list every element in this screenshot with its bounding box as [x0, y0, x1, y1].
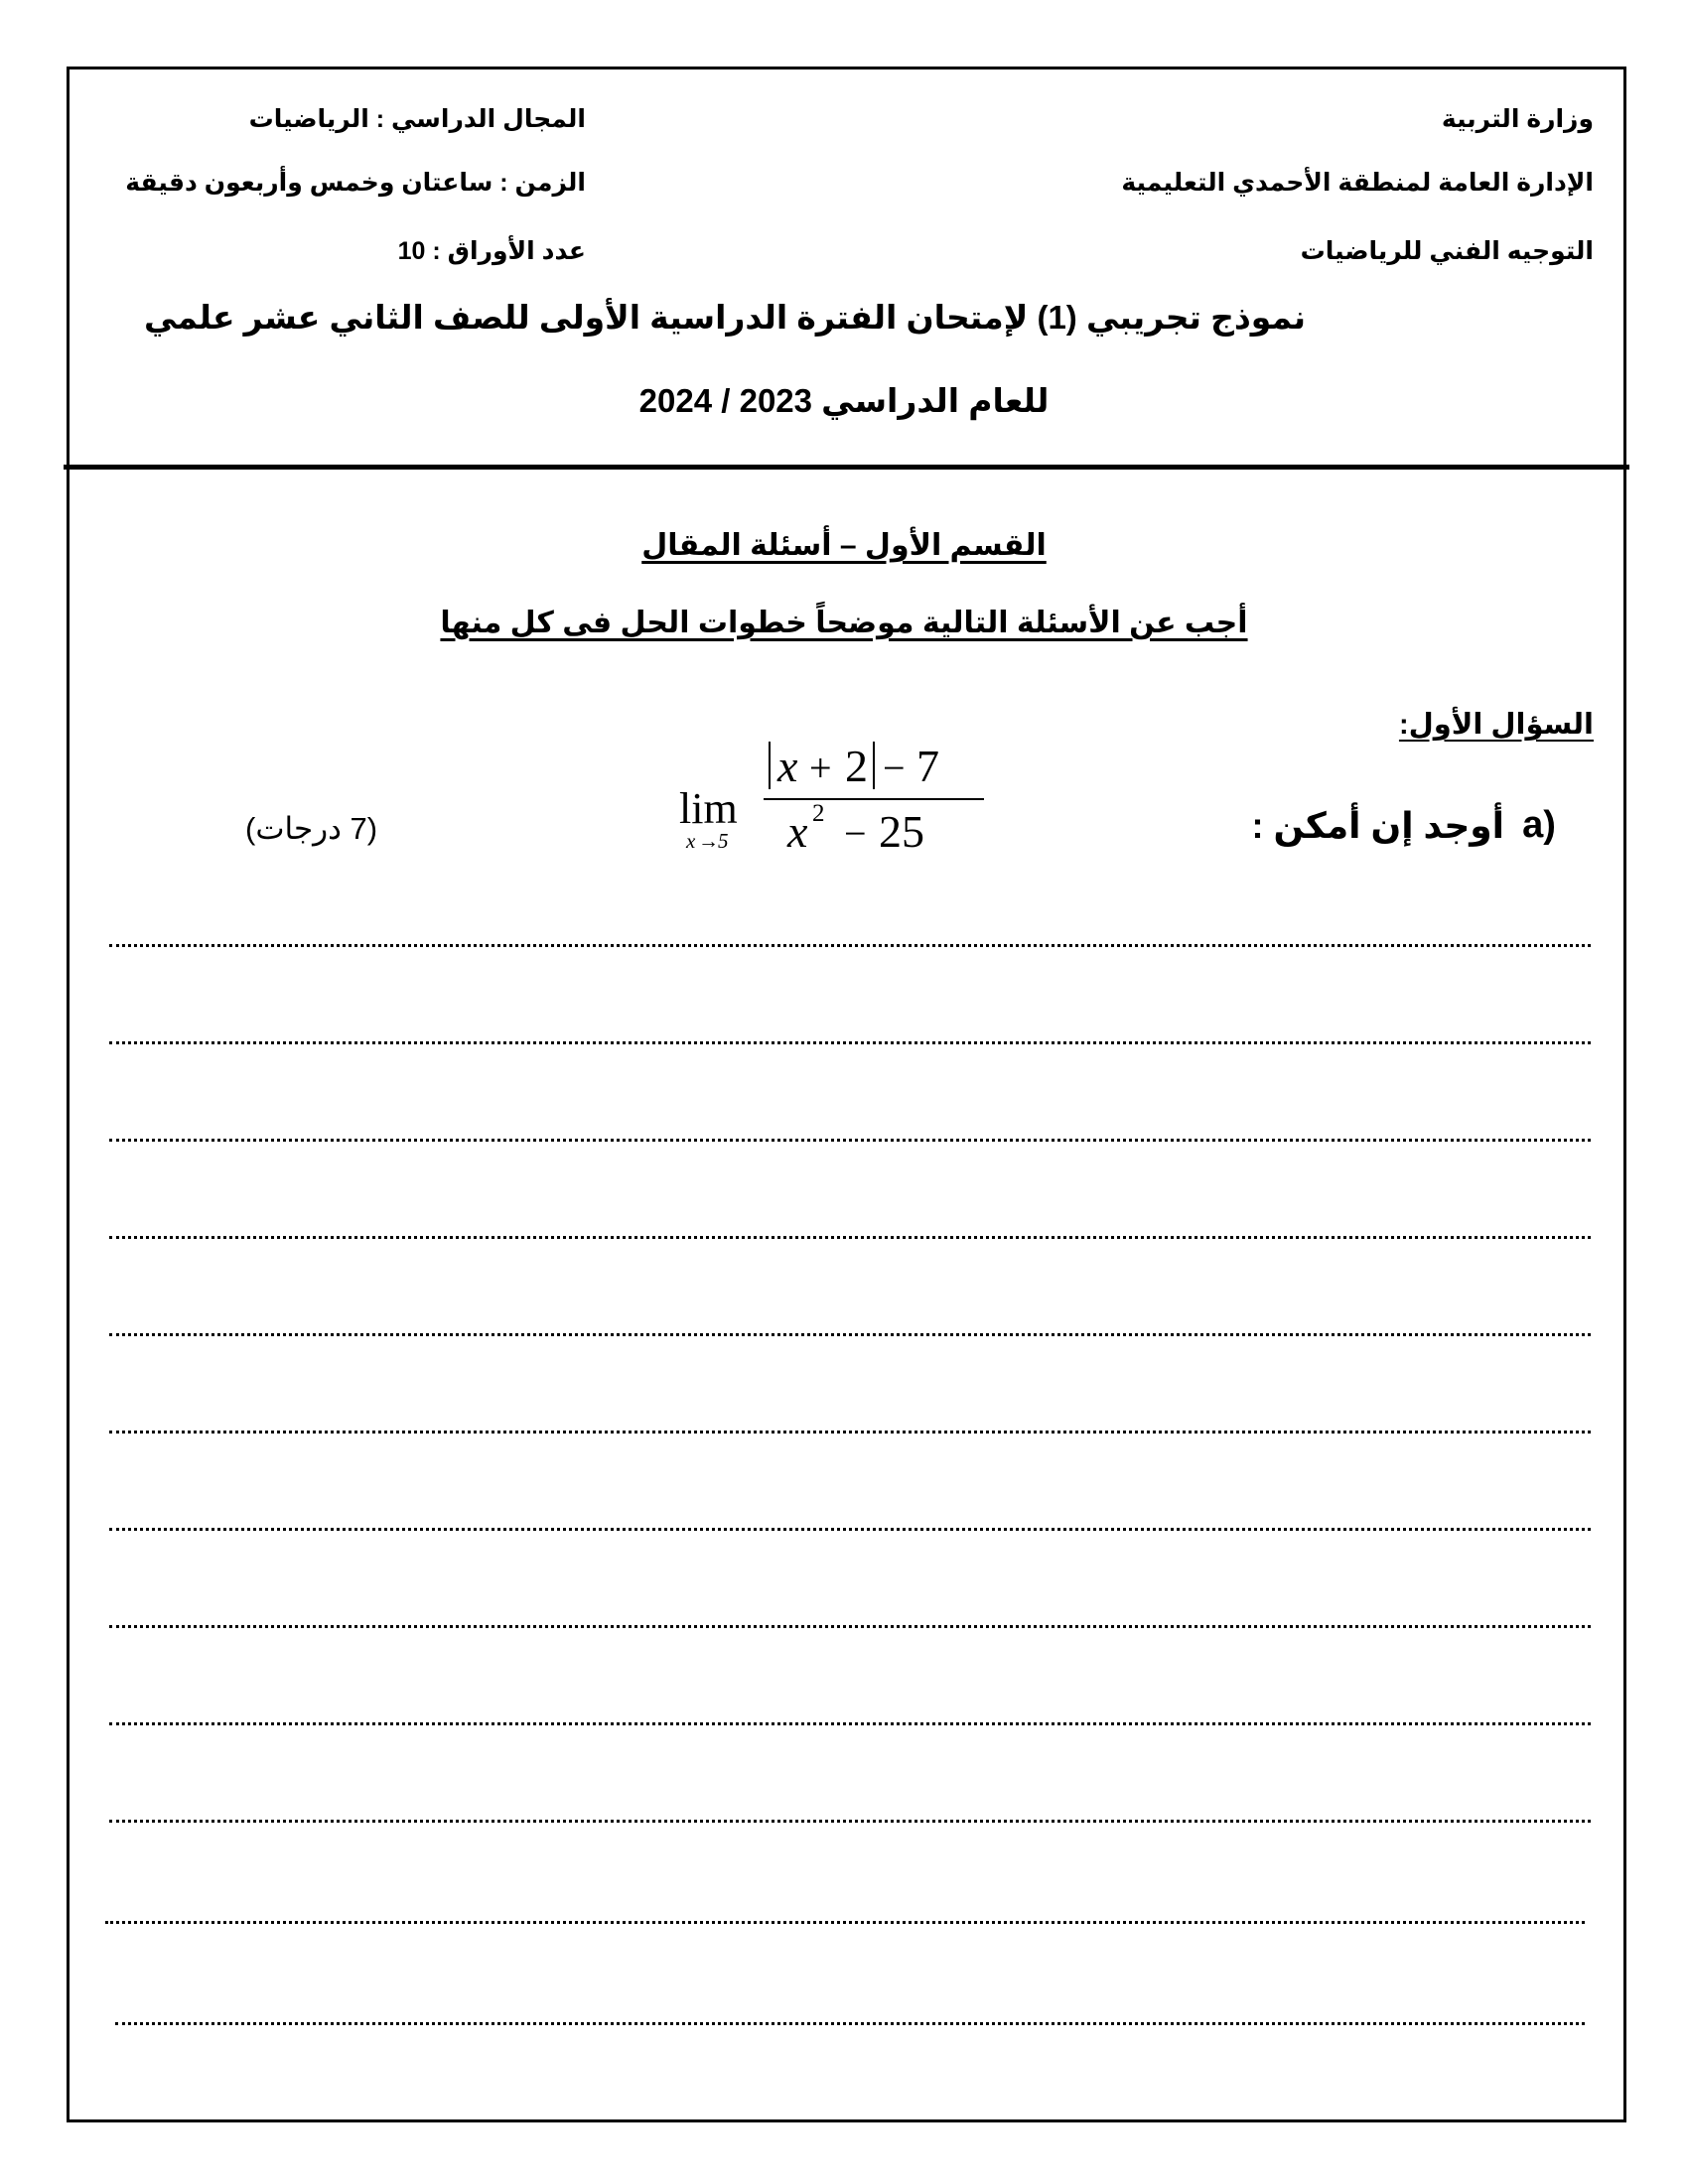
den-minus: − [844, 811, 867, 856]
section-instruction: أجب عن الأسئلة التالية موضحاً خطوات الحل فى كل منها [440, 607, 1248, 639]
question-1-marks: (7 درجات) [245, 811, 378, 846]
section-title: القسم الأول – أسئلة المقال [641, 529, 1047, 562]
section-instruction-wrap [0, 606, 1688, 640]
num-minus: − [883, 746, 906, 790]
answer-line[interactable] [109, 1431, 1591, 1433]
answer-line[interactable] [115, 2022, 1585, 2025]
answer-line[interactable] [109, 944, 1591, 947]
limit-formula [670, 730, 998, 869]
num-plus: + [809, 746, 832, 790]
ministry-name: وزارة التربية [1441, 105, 1594, 133]
supervision-name: التوجيه الفني للرياضيات [1300, 237, 1594, 265]
answer-line[interactable] [109, 1139, 1591, 1142]
question-1-label: السؤال الأول: [1398, 709, 1594, 741]
answer-line[interactable] [109, 1333, 1591, 1336]
num-variable: x [777, 741, 798, 791]
answer-line[interactable] [109, 1820, 1591, 1823]
answer-line[interactable] [109, 1722, 1591, 1725]
exam-duration: الزمن : ساعتان وخمس وأربعون دقيقة [125, 169, 586, 197]
directorate-name: الإدارة العامة لمنطقة الأحمدي التعليمية [1121, 169, 1594, 197]
answer-line[interactable] [105, 1921, 1585, 1924]
answer-line[interactable] [109, 1041, 1591, 1044]
answer-line[interactable] [109, 1625, 1591, 1628]
lim-sub-value: 5 [718, 829, 729, 853]
answer-line[interactable] [109, 1236, 1591, 1239]
section-title-wrap [0, 528, 1688, 563]
lim-sub-variable: x [686, 829, 696, 853]
num-abs-value: 2 [845, 741, 868, 791]
num-constant: 7 [916, 741, 939, 791]
page-count: عدد الأوراق : 10 [397, 237, 586, 265]
subject-field: المجال الدراسي : الرياضيات [248, 105, 586, 133]
exam-title: نموذج تجريبي (1) لإمتحان الفترة الدراسية الأولى للصف الثاني عشر علمي [143, 299, 1306, 336]
lim-operator: lim [679, 784, 738, 833]
academic-year: للعام الدراسي 2023 / 2024 [638, 382, 1050, 419]
den-exponent: 2 [812, 800, 825, 827]
header-divider [64, 465, 1629, 470]
answer-line[interactable] [109, 1528, 1591, 1531]
question-1-part-text: أوجد إن أمكن : [1251, 805, 1504, 846]
den-constant: 25 [879, 806, 924, 857]
den-variable: x [787, 806, 808, 857]
question-1-part-letter: a) [1522, 804, 1556, 846]
lim-sub-arrow: → [698, 829, 719, 853]
page-border [67, 67, 1626, 2122]
